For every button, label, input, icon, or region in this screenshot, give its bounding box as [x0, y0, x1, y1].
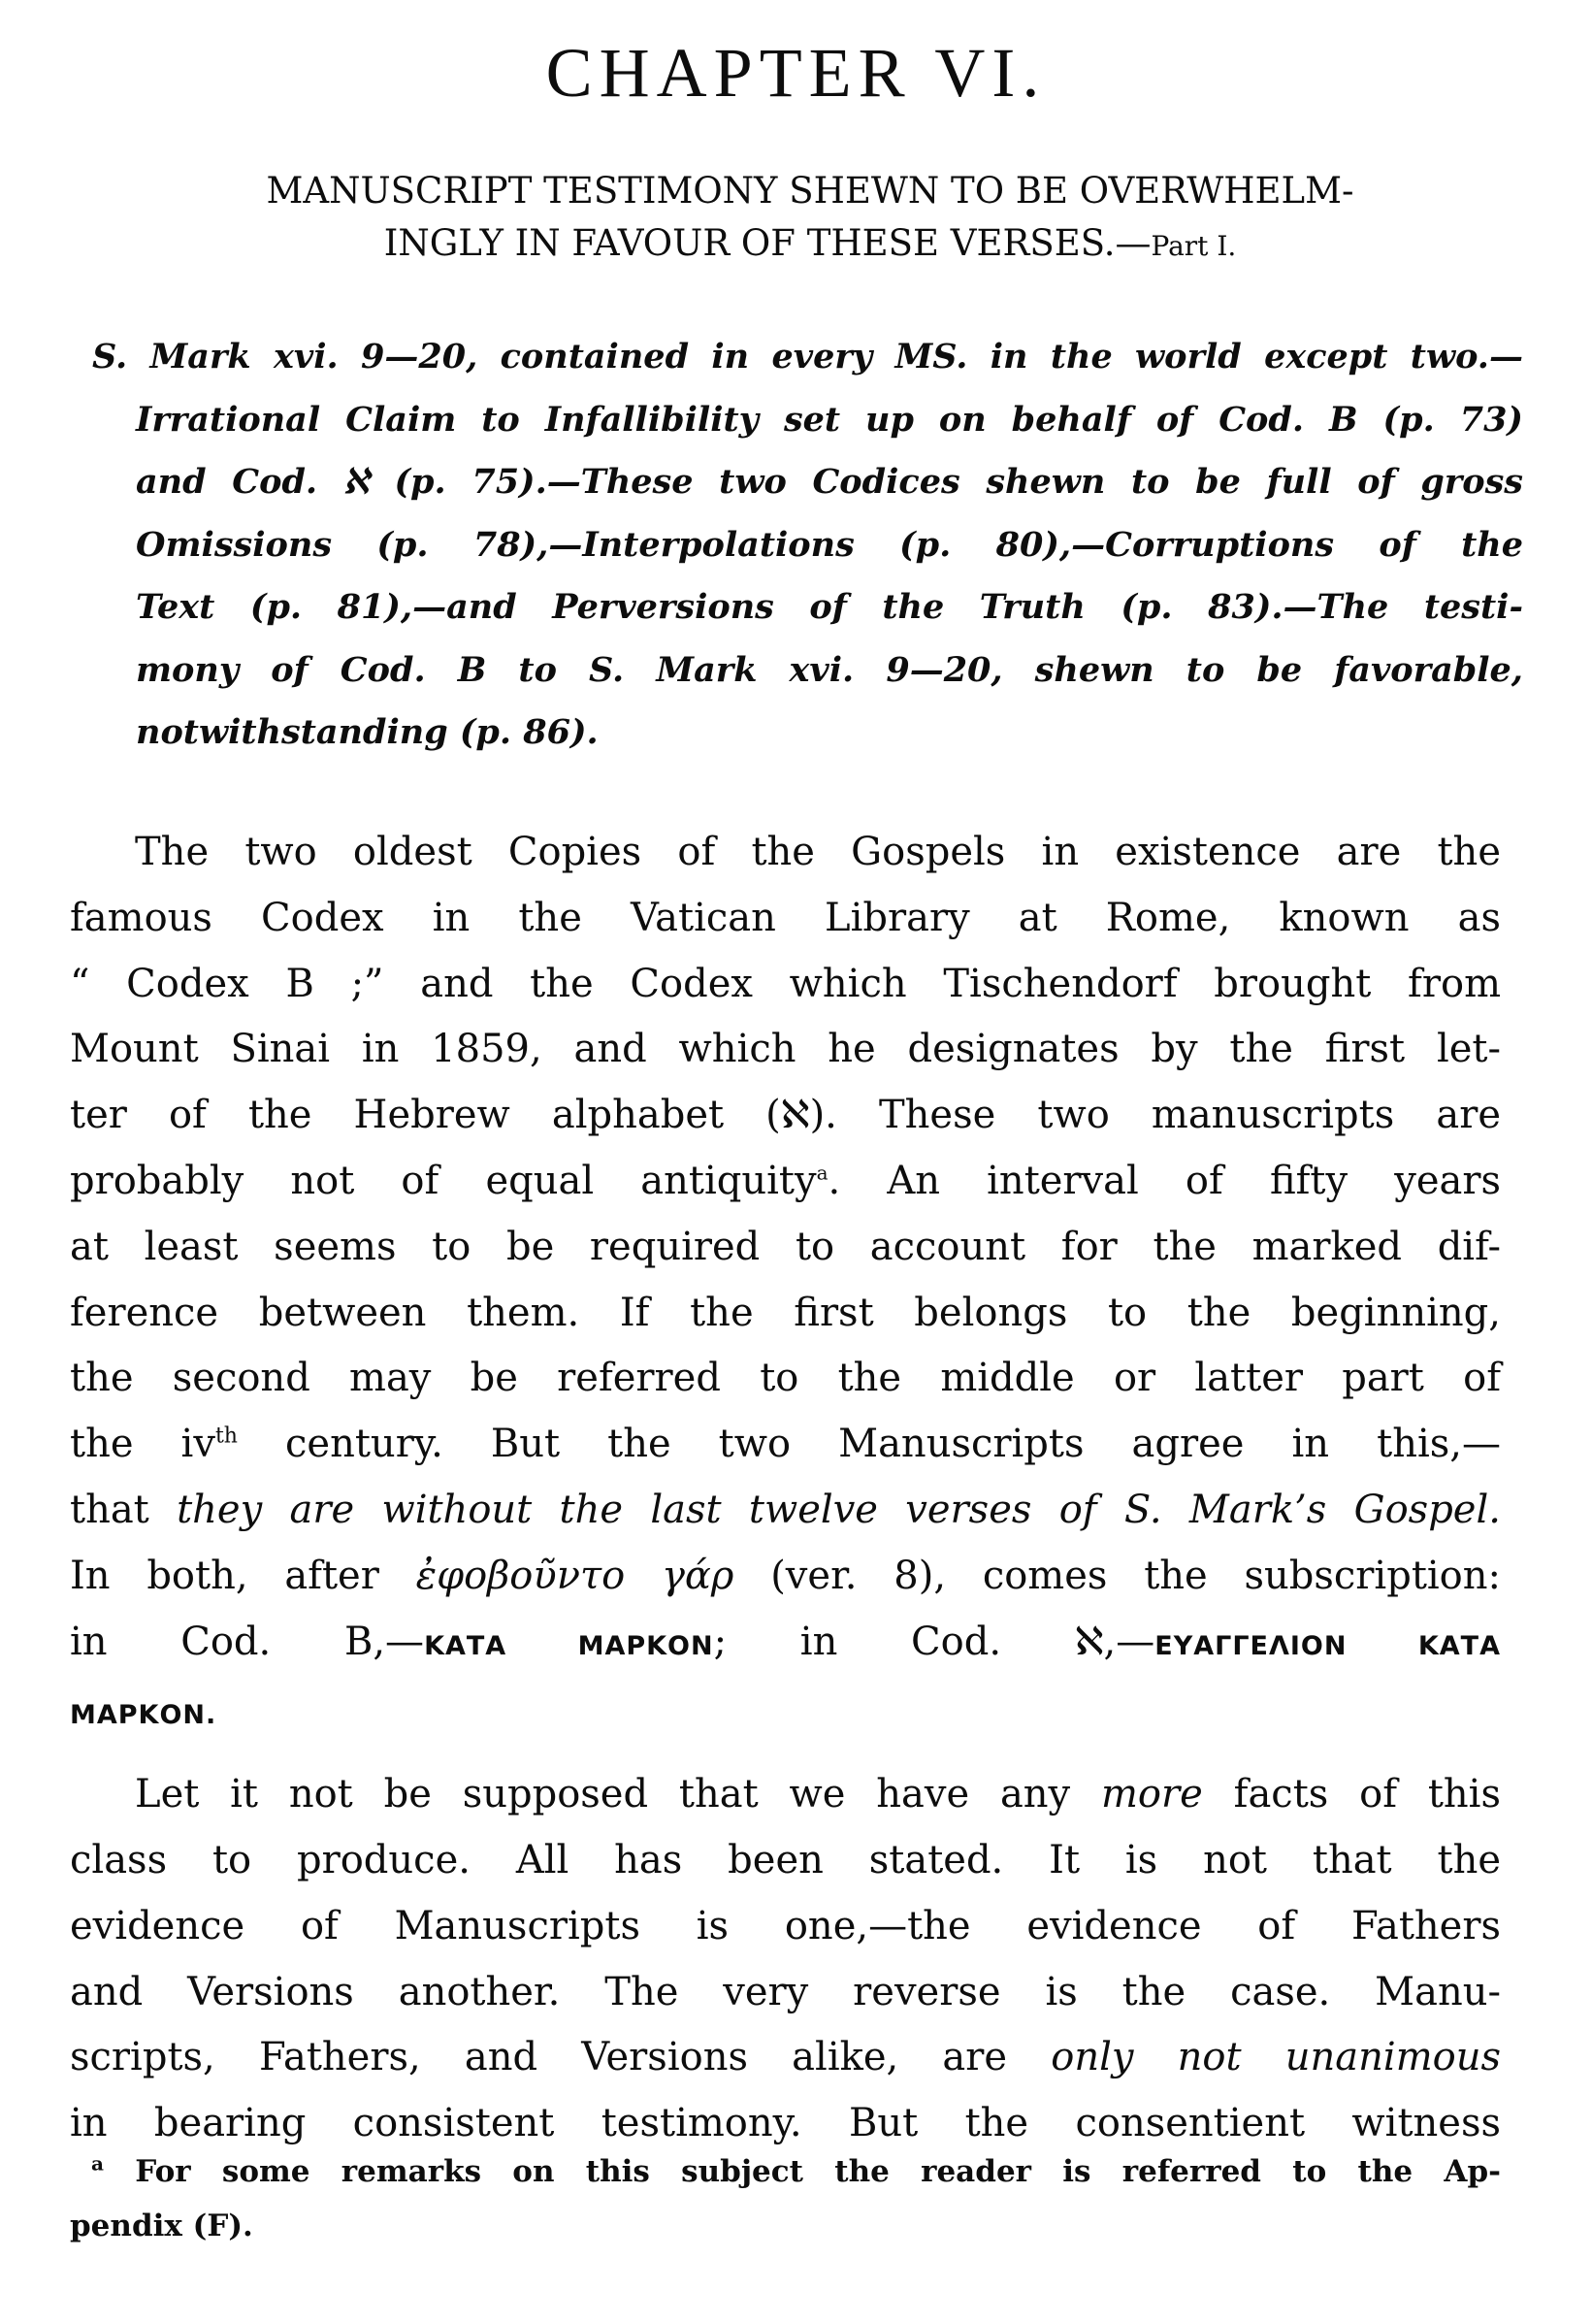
text-run: century. But the two Manuscripts agree in this,— — [285, 1422, 1501, 1467]
paragraph-2-line — [70, 2025, 1501, 2091]
paragraph-2-line: evidence of Manuscripts is one,—the evidence of Fathers — [70, 1903, 1501, 1948]
text-run: the iv — [70, 1422, 215, 1467]
chapter-heading — [112, 165, 1509, 273]
footnote-line: pendix (F). — [70, 2209, 253, 2243]
text-run: that — [70, 1487, 178, 1532]
paragraph-1-line — [70, 1610, 1501, 1680]
superscript-th: th — [214, 1424, 238, 1449]
paragraph-gap — [70, 1749, 1501, 1762]
paragraph-1-line: the second may be referred to the middle or latter part of — [70, 1356, 1501, 1401]
chapter-title: CHAPTER VI. — [545, 34, 1047, 112]
paragraph-2-line: and Versions another. The very reverse is the case. Manu- — [70, 1969, 1501, 2014]
footnote-line — [70, 2144, 1501, 2199]
summary-line: Text (p. 81),—and Perversions of the Truth (p. 83).—The testi- — [136, 587, 1523, 627]
text-run: ; in Cod. ℵ,— — [713, 1619, 1155, 1664]
footnote-mark: a — [91, 2151, 104, 2176]
text-run: facts of this — [1202, 1772, 1502, 1817]
text-run: (ver. 8), comes the subscription: — [733, 1553, 1502, 1598]
body-text — [70, 820, 1501, 2157]
text-run: scripts, Fathers, and Versions alike, are — [70, 2035, 1052, 2080]
italic-run: only not unanimous — [1051, 2035, 1501, 2080]
italic-run: they are without the last twelve verses of S. Mark’s Gospel. — [177, 1487, 1501, 1532]
chapter-heading-text: INGLY IN FAVOUR OF THESE VERSES.— — [383, 222, 1152, 264]
paragraph-1-line: famous Codex in the Vatican Library at Rome, known as — [70, 895, 1501, 940]
chapter-summary — [92, 326, 1523, 765]
summary-line: Omissions (p. 78),—Interpolations (p. 80),—Corruptions of the — [136, 524, 1523, 565]
paragraph-1-line — [70, 1679, 1501, 1749]
chapter-heading-line-1: MANUSCRIPT TESTIMONY SHEWN TO BE OVERWHELM- — [266, 170, 1354, 212]
paragraph-1-line: at least seems to be required to account for the marked dif- — [70, 1224, 1501, 1269]
paragraph-1-line — [70, 1544, 1501, 1610]
paragraph-1-line — [70, 1412, 1501, 1478]
paragraph-2-line: in bearing consistent testimony. But the consentient witness — [70, 2101, 1501, 2146]
chapter-part-label: Part I. — [1151, 230, 1237, 262]
greek-phrase: ἐφοβοῦντο γάρ — [415, 1553, 734, 1598]
summary-line: and Cod. ℵ (p. 75).—These two Codices shewn to be full of gross — [136, 462, 1523, 502]
text-run: probably not of equal antiquity — [70, 1158, 817, 1203]
paragraph-2-line: class to produce. All has been stated. It is not that the — [70, 1837, 1501, 1882]
greek-subscription: ΕΥΑΓΓΕΛΙΟΝ ΚΑΤΑ — [1154, 1630, 1501, 1661]
summary-line: mony of Cod. B to S. Mark xvi. 9—20, shewn to be favorable, — [136, 649, 1523, 690]
greek-subscription: ΚΑΤΑ ΜΑΡΚΟΝ — [424, 1630, 714, 1661]
greek-subscription: ΜΑΡΚΟΝ. — [70, 1700, 217, 1731]
paragraph-1-line: ter of the Hebrew alphabet (ℵ). These two manuscripts are — [70, 1093, 1501, 1138]
paragraph-1-line — [70, 1478, 1501, 1544]
text-run: An interval of fifty years — [887, 1158, 1501, 1203]
summary-line: Irrational Claim to Infallibility set up on behalf of Cod. B (p. 73) — [136, 399, 1523, 440]
text-run: in Cod. B,— — [70, 1619, 425, 1664]
summary-line: S. Mark xvi. 9—20, contained in every MS. in the world except two.— — [92, 337, 1523, 376]
text-run: In both, after — [70, 1553, 416, 1598]
paragraph-1-line: probably not of equal antiquity$^a$. An interval of fifty years — [70, 1158, 1501, 1203]
paragraph-1-line: Mount Sinai in 1859, and which he designates by the first let- — [70, 1027, 1501, 1072]
summary-line: notwithstanding (p. 86). — [136, 712, 599, 752]
text-run: Let it not be supposed that we have any — [135, 1772, 1101, 1817]
paragraph-1-line: “ Codex B ;” and the Codex which Tischendorf brought from — [70, 961, 1501, 1006]
footnote-reference: a — [816, 1161, 828, 1185]
chapter-heading-line-2 — [112, 217, 1509, 273]
footnote — [70, 2144, 1501, 2253]
paragraph-2-line — [70, 1762, 1501, 1828]
footnote-text: For some remarks on this subject the reader is referred to the Ap- — [135, 2154, 1501, 2189]
italic-run: more — [1101, 1772, 1203, 1817]
paragraph-1-line: ference between them. If the first belongs to the beginning, — [70, 1290, 1501, 1335]
paragraph-1-line: The two oldest Copies of the Gospels in existence are the — [135, 830, 1501, 874]
